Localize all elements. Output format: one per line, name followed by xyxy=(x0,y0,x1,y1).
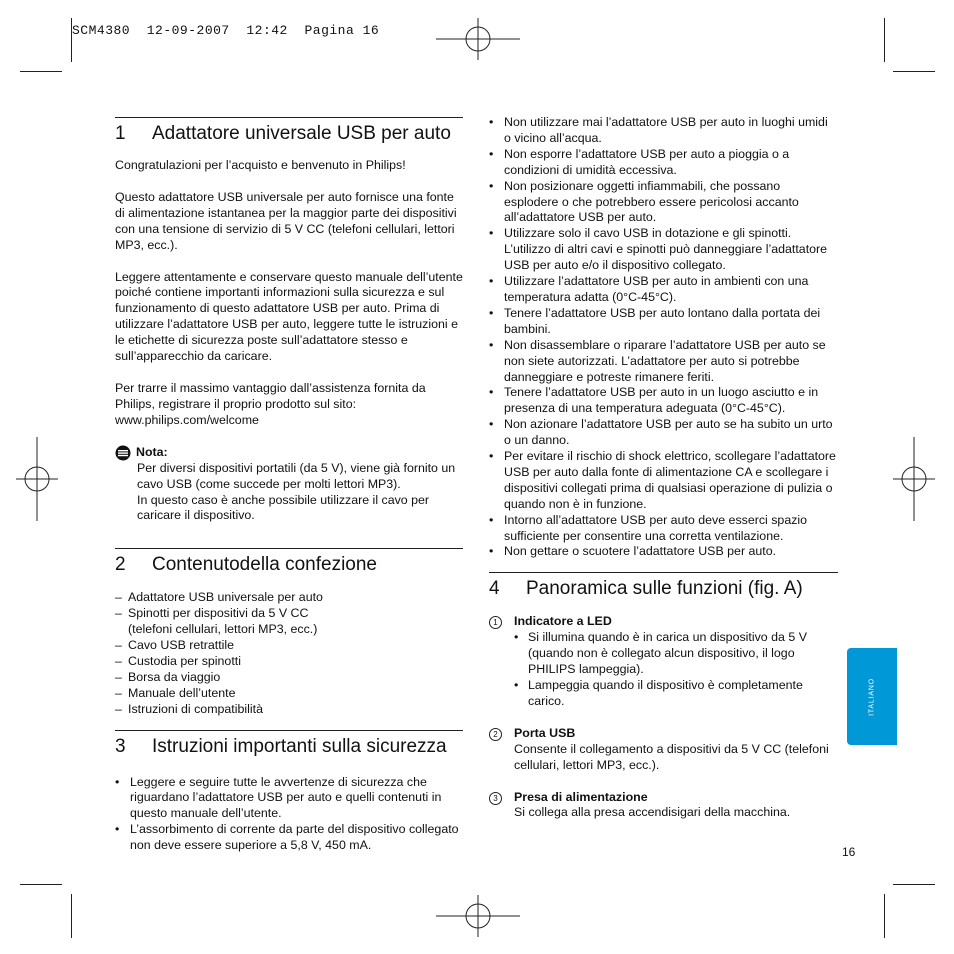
section-rule xyxy=(115,730,463,731)
job-code: SCM4380 xyxy=(72,23,131,38)
list-item: • Non esporre l’adattatore USB per auto a pioggia o a condizioni di umidità eccessiva. xyxy=(489,147,838,179)
right-column xyxy=(489,115,838,821)
list-item: • Tenere l’adattatore USB per auto in un luogo asciutto e in presenza di una temperatura adeguata (0°C-45°C). xyxy=(489,385,838,417)
print-time: 12:42 xyxy=(246,23,288,38)
list-item: • L’assorbimento di corrente da parte del dispositivo collegato non deve essere superiore a 5,8 V, 450 mA. xyxy=(115,822,463,854)
crop-mark xyxy=(20,884,62,885)
section-rule xyxy=(489,572,838,573)
feature-bullet: • Si illumina quando è in carica un dispositivo da 5 V (quando non è collegato alcun dispositivo, il logo PHILIPS lampeggia). xyxy=(514,630,838,678)
feature-number: 3 xyxy=(489,792,502,805)
list-item: • Non disassemblare o riparare l’adattatore USB per auto se non siete autorizzati. L’adattatore per auto si potrebbe danneggiare e potreste rimanere feriti. xyxy=(489,338,838,386)
crop-mark xyxy=(20,71,62,72)
section-3-title xyxy=(115,735,463,759)
section-rule xyxy=(115,117,463,118)
list-item: • Per evitare il rischio di shock elettrico, scollegare l’adattatore USB per auto dalla fonte di alimentazione CA e scollegare i dispositivi collegati prima di qualsiasi operazione di pulizia o quando non è in funzione. xyxy=(489,449,838,513)
feature-item xyxy=(489,726,838,774)
section-number: 2 xyxy=(115,554,126,576)
list-item: – Istruzioni di compatibilità xyxy=(115,702,463,718)
list-item: – Adattatore USB universale per auto xyxy=(115,590,463,606)
section-1-title xyxy=(115,122,463,146)
language-tab xyxy=(847,648,897,745)
note-text: In questo caso è anche possibile utilizzare il cavo per caricare il dispositivo. xyxy=(137,492,430,523)
section-title-text: Contenutodella confezione xyxy=(152,554,378,576)
list-item: • Intorno all’adattatore USB per auto deve esserci spazio sufficiente per consentire una corretta ventilazione. xyxy=(489,513,838,545)
crop-mark xyxy=(893,71,935,72)
feature-title: Presa di alimentazione xyxy=(514,789,648,804)
section-number: 1 xyxy=(115,123,126,144)
list-item: – Borsa da viaggio xyxy=(115,670,463,686)
paragraph: Congratulazioni per l’acquisto e benvenuto in Philips! xyxy=(115,158,406,172)
crop-mark xyxy=(884,894,885,938)
list-item: • Leggere e seguire tutte le avvertenze di sicurezza che riguardano l’adattatore USB per auto e quelli contenuti in questo manuale dell’utente. xyxy=(115,775,463,823)
feature-title: Porta USB xyxy=(514,725,576,740)
list-item: • Non posizionare oggetti infiammabili, che possano esplodere o che potrebbero essere pericolosi accanto all’adattatore USB per auto. xyxy=(489,179,838,227)
list-item: • Non azionare l’adattatore USB per auto se ha subito un urto o un danno. xyxy=(489,417,838,449)
feature-item xyxy=(489,614,838,709)
print-date: 12-09-2007 xyxy=(146,23,230,38)
print-header xyxy=(72,23,379,38)
section-title-text: Istruzioni importanti sulla sicurezza xyxy=(152,735,447,757)
language-tab-label: ITALIANO xyxy=(868,677,876,716)
print-page-label: Pagina 16 xyxy=(304,23,380,38)
section-title-text: Adattatore universale USB per auto xyxy=(152,123,451,144)
feature-number: 1 xyxy=(489,616,502,629)
contents-list xyxy=(115,590,463,717)
list-item: – Manuale dell’utente xyxy=(115,686,463,702)
list-item: • Utilizzare l’adattatore USB per auto in ambienti con una temperatura adatta (0°C-45°C). xyxy=(489,274,838,306)
crop-mark xyxy=(71,18,72,62)
section-2-title xyxy=(115,553,463,577)
list-item: • Utilizzare solo il cavo USB in dotazione e gli spinotti. L’utilizzo di altri cavi e spinotti può danneggiare l’adattatore USB per auto e/o il dispositivo collegato. xyxy=(489,226,838,274)
safety-list-left xyxy=(115,775,463,855)
section-4-title xyxy=(489,577,838,601)
note-text: Per diversi dispositivi portatili (da 5 V), viene già fornito un cavo USB (come succede per molti lettori MP3). xyxy=(137,460,456,491)
registration-mark-right xyxy=(893,437,935,521)
feature-number: 2 xyxy=(489,728,502,741)
crop-mark xyxy=(893,884,935,885)
note-icon xyxy=(115,445,131,461)
list-item: – Custodia per spinotti xyxy=(115,654,463,670)
note-label: Nota: xyxy=(136,444,168,459)
paragraph: Leggere attentamente e conservare questo manuale dell’utente poiché contiene importanti informazioni sulla sicurezza e sul funzionamento di questo adattatore USB per auto. Prima di utilizzare l’adattatore USB per auto, leggere tutte le istruzioni e le etichette di sicurezza poste sull’adattatore stesso e sull’apparecchio da caricare. xyxy=(115,269,463,364)
list-item: • Non gettare o scuotere l’adattatore USB per auto. xyxy=(489,544,838,560)
list-item: – Cavo USB retrattile xyxy=(115,638,463,654)
note-box xyxy=(115,445,463,525)
paragraph: Questo adattatore USB universale per auto fornisce una fonte di alimentazione istantanea per la maggior parte dei dispositivi con una tensione di servizio di 5 V CC (telefoni cellulari, lettori MP3, ecc.). xyxy=(115,189,457,252)
registration-mark-left xyxy=(16,437,58,521)
feature-text: Consente il collegamento a dispositivi da 5 V CC (telefoni cellulari, lettori MP3, ecc.). xyxy=(514,741,829,772)
section-number: 4 xyxy=(489,578,500,600)
crop-mark xyxy=(71,894,72,938)
safety-list-right xyxy=(489,115,838,560)
crop-mark xyxy=(884,18,885,62)
section-number: 3 xyxy=(115,735,126,757)
section-rule xyxy=(115,548,463,549)
feature-bullet: • Lampeggia quando il dispositivo è completamente carico. xyxy=(514,678,838,710)
registration-mark-bottom xyxy=(436,895,520,937)
section-title-text: Panoramica sulle funzioni (fig. A) xyxy=(526,578,803,600)
page-number: 16 xyxy=(842,845,856,859)
feature-item xyxy=(489,790,838,822)
feature-text: Si collega alla presa accendisigari della macchina. xyxy=(514,805,791,820)
list-item: – Spinotti per dispositivi da 5 V CC (telefoni cellulari, lettori MP3, ecc.) xyxy=(115,606,463,638)
registration-mark-top xyxy=(436,18,520,60)
paragraph: Per trarre il massimo vantaggio dall’assistenza fornita da Philips, registrare il proprio prodotto sul sito: www.philips.com/welcome xyxy=(115,380,426,427)
left-column xyxy=(115,117,463,854)
list-item: • Non utilizzare mai l’adattatore USB per auto in luoghi umidi o vicino all’acqua. xyxy=(489,115,838,147)
feature-title: Indicatore a LED xyxy=(514,614,612,629)
list-item: • Tenere l’adattatore USB per auto lontano dalla portata dei bambini. xyxy=(489,306,838,338)
